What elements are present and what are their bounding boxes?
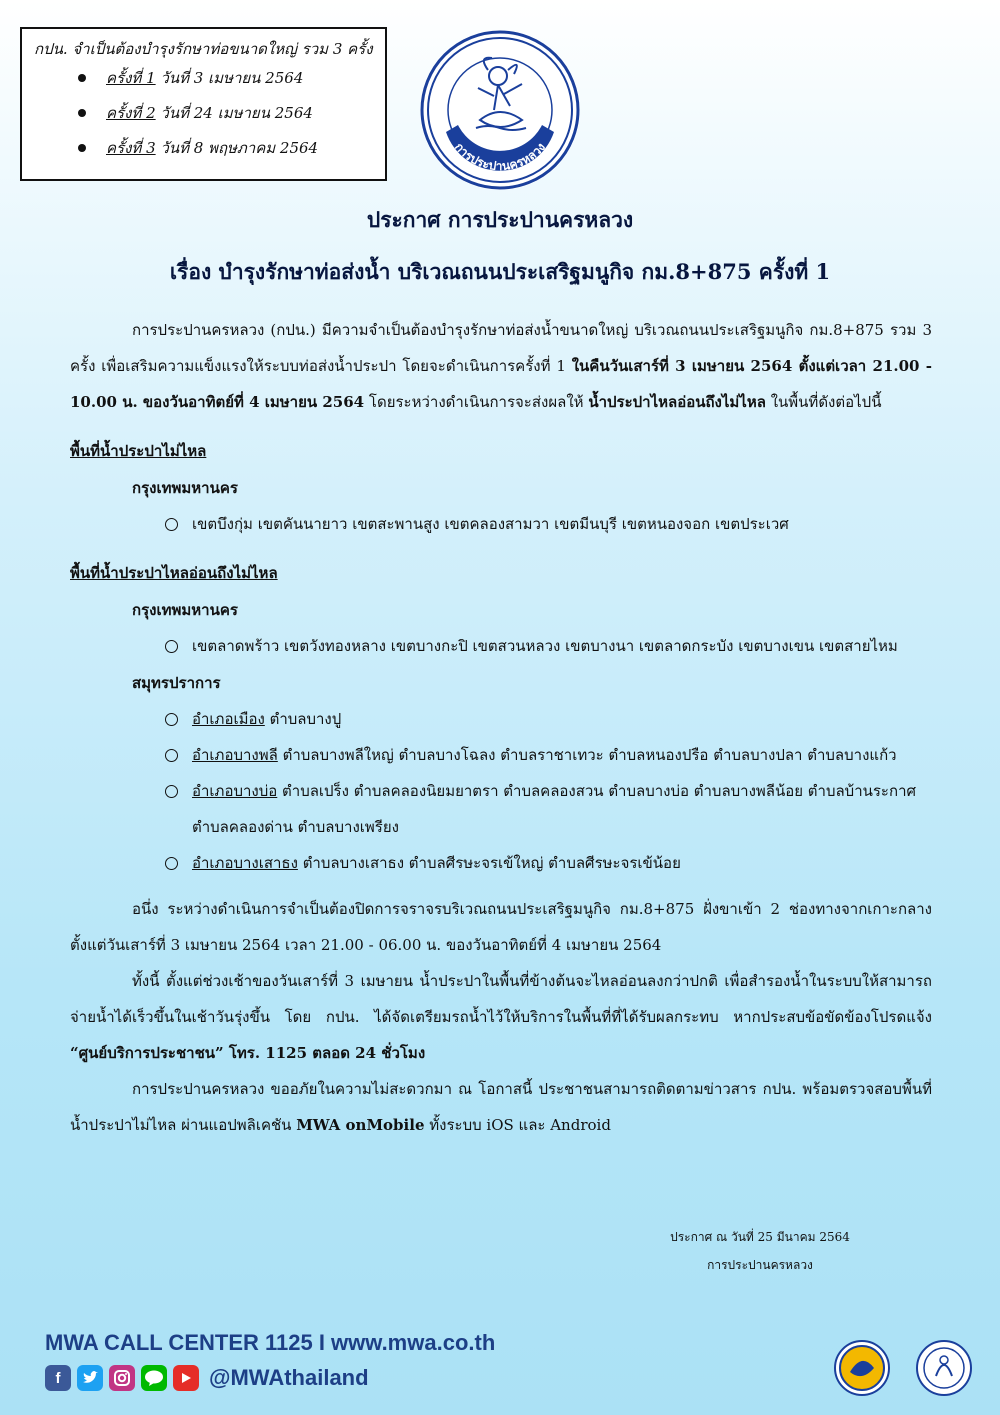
- schedule-item-label: ครั้งที่ 1: [106, 69, 156, 87]
- social-bar: [45, 1362, 369, 1394]
- schedule-list: [34, 68, 375, 173]
- hotline-text: “ศูนย์บริการประชาชน” โทร. 1125 ตลอด 24 ชั่วโมง: [70, 1044, 426, 1062]
- schedule-item: [34, 103, 375, 138]
- twitter-icon[interactable]: [77, 1365, 103, 1391]
- notice-paragraph: [70, 963, 932, 1071]
- intro-text-1: การประปานครหลวง (กปน.) มีความจำเป็นต้องบำรุงรักษาท่อส่งน้ำขนาดใหญ่ บริเวณถนนประเสริฐมนูกิจ กม.8+875 รวม 3 ครั้ง เพื่อเสริมความแข็งแรงให้ระบบท่อส่งน้ำประปา โดยจะดำเนินการครั้งที่ 1: [70, 321, 932, 375]
- district-item: [192, 737, 932, 773]
- announcement-title: ประกาศ การประปานครหลวง: [366, 207, 634, 232]
- district-item: [192, 773, 932, 845]
- apology-text: การประปานครหลวง ขออภัยในความไม่สะดวกมา ณ โอกาสนี้ ประชาชนสามารถติดตามข่าวสาร กปน. พร้อมตรวจสอบพื้นที่น้ำประปาไม่ไหล ผ่านแอปพลิเคชัน: [70, 1080, 932, 1134]
- low-flow-province-samut: สมุทรปราการ: [132, 674, 221, 692]
- apology-paragraph: [70, 1071, 932, 1143]
- schedule-item: [34, 68, 375, 103]
- intro-datetime: ในคืนวันเสาร์ที่ 3 เมษายน 2564 ตั้งแต่เวลา 21.00 - 10.00 น. ของวันอาทิตย์ที่ 4 เมษายน 2564: [70, 357, 932, 411]
- footer-logos: [832, 1338, 982, 1398]
- call-center-line[interactable]: MWA CALL CENTER 1125 I www.mwa.co.th: [45, 1330, 496, 1355]
- facebook-icon[interactable]: f: [45, 1365, 71, 1391]
- schedule-item-date: วันที่ 3 เมษายน 2564: [160, 69, 304, 87]
- announcement-body: [70, 312, 932, 1143]
- district-detail: ตำบลเปร็ง ตำบลคลองนิยมยาตรา ตำบลคลองสวน ตำบลบางบ่อ ตำบลบางพลีน้อย ตำบลบ้านระกาศ ตำบลคลองด่าน ตำบลบางเพรียง: [192, 782, 917, 836]
- schedule-box: [20, 27, 387, 181]
- district-name: อำเภอบางเสาธง: [192, 854, 298, 872]
- seal-text: การประปานครหลวง: [451, 140, 549, 174]
- app-name: MWA onMobile: [296, 1116, 425, 1134]
- no-flow-item: เขตบึงกุ่ม เขตคันนายาว เขตสะพานสูง เขตคลองสามวา เขตมีนบุรี เขตหนองจอก เขตประเวศ: [192, 506, 932, 542]
- intro-text-2: โดยระหว่างดำเนินการจะส่งผลให้: [364, 393, 589, 411]
- apology-text-2: ทั้งระบบ iOS และ Android: [424, 1116, 611, 1134]
- district-detail: ตำบลบางพลีใหญ่ ตำบลบางโฉลง ตำบลราชาเทวะ ตำบลหนองปรือ ตำบลบางปลา ตำบลบางแก้ว: [277, 746, 897, 764]
- district-detail: ตำบลบางปู: [264, 710, 342, 728]
- instagram-icon[interactable]: [109, 1365, 135, 1391]
- notice-text: ทั้งนี้ ตั้งแต่ช่วงเช้าของวันเสาร์ที่ 3 เมษายน น้ำประปาในพื้นที่ข้างต้นจะไหลอ่อนลงกว่าปกติ เพื่อสำรองน้ำในระบบให้สามารถจ่ายน้ำได้เร็วขึ้นในเช้าวันรุ่งขึ้น โดย กปน. ได้จัดเตรียมรถน้ำไว้ให้บริการในพื้นที่ที่ได้รับผลกระทบ หากประสบข้อขัดข้องโปรดแจ้ง: [70, 972, 932, 1026]
- low-flow-province-bangkok: กรุงเทพมหานคร: [132, 601, 238, 619]
- intro-text-3: ในพื้นที่ดังต่อไปนี้: [765, 393, 882, 411]
- schedule-intro: กปน. จำเป็นต้องบำรุงรักษาท่อขนาดใหญ่ รวม 3 ครั้ง: [34, 40, 373, 58]
- low-flow-bangkok-item: เขตลาดพร้าว เขตวังทองหลาง เขตบางกะปิ เขตสวนหลวง เขตบางนา เขตลาดกระบัง เขตบางเขน เขตสายไหม: [192, 628, 932, 664]
- no-flow-heading: พื้นที่น้ำประปาไม่ไหล: [70, 442, 207, 460]
- district-name: อำเภอเมือง: [192, 710, 265, 728]
- mwa-small-seal-logo: [917, 1341, 971, 1395]
- district-item: [192, 845, 932, 881]
- signature-org: การประปานครหลวง: [707, 1258, 813, 1272]
- schedule-item-date: วันที่ 8 พฤษภาคม 2564: [160, 139, 319, 157]
- schedule-item: [34, 138, 375, 173]
- line-icon[interactable]: [141, 1365, 167, 1391]
- district-name: อำเภอบางบ่อ: [192, 782, 278, 800]
- district-detail: ตำบลบางเสาธง ตำบลศีรษะจรเข้ใหญ่ ตำบลศีรษะจรเข้น้อย: [297, 854, 681, 872]
- schedule-item-date: วันที่ 24 เมษายน 2564: [160, 104, 313, 122]
- schedule-item-label: ครั้งที่ 2: [106, 104, 156, 122]
- mwa-seal-logo: [418, 28, 582, 192]
- no-flow-province: กรุงเทพมหานคร: [132, 479, 238, 497]
- intro-impact: น้ำประปาไหลอ่อนถึงไม่ไหล: [588, 393, 766, 411]
- district-item: [192, 701, 932, 737]
- emblem-logo: [835, 1341, 889, 1395]
- youtube-icon[interactable]: [173, 1365, 199, 1391]
- social-handle[interactable]: @MWAthailand: [209, 1365, 369, 1390]
- traffic-paragraph: อนึ่ง ระหว่างดำเนินการจำเป็นต้องปิดการจราจรบริเวณถนนประเสริฐมนูกิจ กม.8+875 ฝั่งขาเข้า 2 ช่องทางจากเกาะกลาง ตั้งแต่วันเสาร์ที่ 3 เมษายน 2564 เวลา 21.00 - 06.00 น. ของวันอาทิตย์ที่ 4 เมษายน 2564: [70, 900, 932, 954]
- intro-paragraph: [70, 312, 932, 420]
- announcement-subject: เรื่อง บำรุงรักษาท่อส่งน้ำ บริเวณถนนประเสริฐมนูกิจ กม.8+875 ครั้งที่ 1: [169, 259, 831, 284]
- signature-date: ประกาศ ณ วันที่ 25 มีนาคม 2564: [670, 1230, 850, 1244]
- low-flow-heading: พื้นที่น้ำประปาไหลอ่อนถึงไม่ไหล: [70, 564, 278, 582]
- schedule-item-label: ครั้งที่ 3: [106, 139, 156, 157]
- district-name: อำเภอบางพลี: [192, 746, 278, 764]
